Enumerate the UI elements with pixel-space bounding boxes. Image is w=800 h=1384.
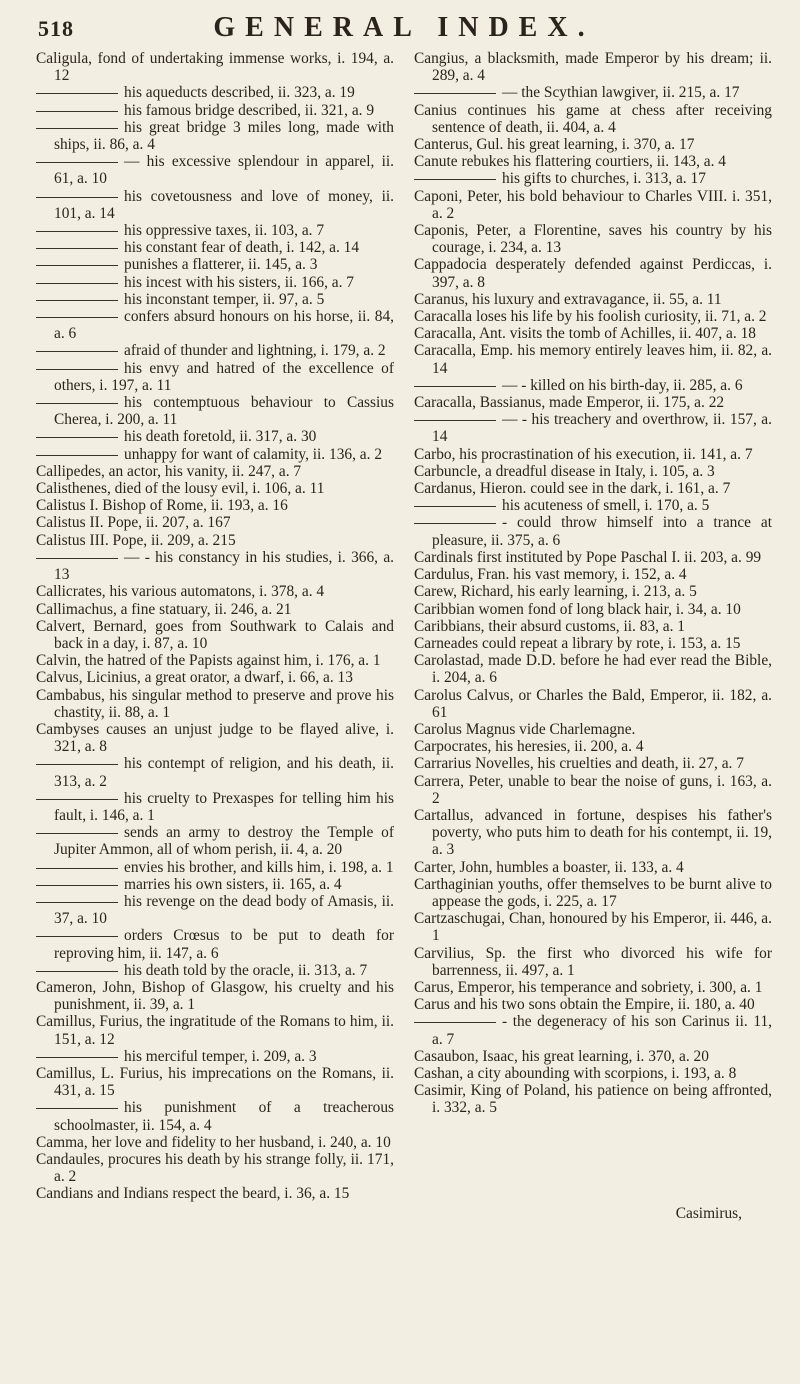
ditto-rule xyxy=(36,1108,118,1109)
index-entry xyxy=(414,755,772,772)
entry-text: Carpocrates, his heresies, ii. 200, a. 4 xyxy=(414,738,644,756)
entry-text: Carus, Emperor, his temperance and sobriety, i. 300, a. 1 xyxy=(414,978,763,996)
index-entry xyxy=(36,687,394,721)
index-entry xyxy=(414,480,772,497)
index-entry xyxy=(414,876,772,910)
ditto-rule xyxy=(36,369,118,370)
entry-text: Cashan, a city abounding with scorpions, i. 193, a. 8 xyxy=(414,1064,737,1082)
entry-text: — the Scythian lawgiver, ii. 215, a. 17 xyxy=(502,84,740,102)
ditto-rule xyxy=(36,902,118,903)
ditto-rule xyxy=(36,248,118,249)
index-entry xyxy=(414,463,772,480)
index-subentry xyxy=(414,411,772,445)
entry-text: Caponi, Peter, his bold behaviour to Charles VIII. i. 351, a. 2 xyxy=(414,187,772,222)
index-subentry xyxy=(36,1099,394,1133)
index-entry xyxy=(414,291,772,308)
index-entry xyxy=(414,325,772,342)
entry-text: Casaubon, Isaac, his great learning, i. 370, a. 20 xyxy=(414,1047,709,1065)
ditto-rule xyxy=(36,971,118,972)
ditto-rule xyxy=(36,128,118,129)
index-subentry xyxy=(414,170,772,187)
entry-text: Caracalla, Ant. visits the tomb of Achilles, ii. 407, a. 18 xyxy=(414,325,756,343)
index-entry xyxy=(414,1065,772,1082)
entry-text: his revenge on the dead body of Amasis, ii. 37, a. 10 xyxy=(54,892,394,928)
entry-text: Caligula, fond of undertaking immense works, i. 194, a. 12 xyxy=(36,50,394,85)
entry-text: Caracalla, Emp. his memory entirely leaves him, ii. 82, a. 14 xyxy=(414,342,772,377)
entry-text: Caponis, Peter, a Florentine, saves his country by his courage, i. 234, a. 13 xyxy=(414,222,772,257)
entry-text: his gifts to churches, i. 313, a. 17 xyxy=(502,170,706,188)
entry-text: Carbuncle, a dreadful disease in Italy, i. 105, a. 3 xyxy=(414,462,715,480)
entry-text: Calistus II. Pope, ii. 207, a. 167 xyxy=(36,514,231,532)
entry-text: — - his constancy in his studies, i. 366, a. 13 xyxy=(54,548,394,584)
ditto-rule xyxy=(36,1057,118,1058)
index-subentry xyxy=(36,428,394,445)
index-entry xyxy=(414,652,772,686)
index-subentry xyxy=(36,1048,394,1065)
index-subentry xyxy=(36,962,394,979)
index-subentry xyxy=(36,222,394,239)
index-column-left xyxy=(36,50,394,1203)
index-entry xyxy=(414,136,772,153)
ditto-rule xyxy=(36,111,118,112)
entry-text: Carolus Calvus, or Charles the Bald, Emperor, ii. 182, a. 61 xyxy=(414,686,772,721)
entry-text: his merciful temper, i. 209, a. 3 xyxy=(124,1047,317,1065)
ditto-rule xyxy=(36,455,118,456)
index-entry xyxy=(414,996,772,1013)
index-entry xyxy=(414,979,772,996)
entry-text: his great bridge 3 miles long, made with ships, ii. 86, a. 4 xyxy=(54,118,394,154)
index-entry xyxy=(414,618,772,635)
ditto-rule xyxy=(36,833,118,834)
index-entry xyxy=(414,583,772,600)
index-entry xyxy=(36,463,394,480)
entry-text: Callipedes, an actor, his vanity, ii. 247, a. 7 xyxy=(36,462,302,480)
index-subentry xyxy=(414,84,772,101)
ditto-rule xyxy=(36,885,118,886)
index-subentry xyxy=(414,1013,772,1047)
entry-text: marries his own sisters, ii. 165, a. 4 xyxy=(124,875,342,893)
entry-text: Callimachus, a fine statuary, ii. 246, a. 21 xyxy=(36,600,292,618)
entry-text: Cambyses causes an unjust judge to be flayed alive, i. 321, a. 8 xyxy=(36,720,394,756)
entry-text: Canius continues his game at chess after receiving sentence of death, ii. 404, a. 4 xyxy=(414,101,772,136)
index-subentry xyxy=(36,360,394,394)
index-entry xyxy=(36,618,394,652)
index-entry xyxy=(414,859,772,876)
index-subentry xyxy=(36,893,394,927)
index-entry xyxy=(36,1134,394,1151)
ditto-rule xyxy=(414,420,496,421)
index-columns xyxy=(36,50,772,1203)
entry-text: his contemptuous behaviour to Cassius Cherea, i. 200, a. 11 xyxy=(54,394,394,429)
catchword: Casimirus, xyxy=(675,1204,742,1222)
index-entry xyxy=(414,342,772,376)
entry-text: Carolastad, made D.D. before he had ever read the Bible, i. 204, a. 6 xyxy=(414,652,772,687)
entry-text: Callicrates, his various automatons, i. 378, a. 4 xyxy=(36,583,325,601)
entry-text: Calvin, the hatred of the Papists against him, i. 176, a. 1 xyxy=(36,652,381,670)
index-subentry xyxy=(36,394,394,428)
index-entry xyxy=(414,549,772,566)
ditto-rule xyxy=(36,437,118,438)
entry-text: his cruelty to Prexaspes for telling him his fault, i. 146, a. 1 xyxy=(54,789,394,824)
entry-text: Candaules, procures his death by his strange folly, ii. 171, a. 2 xyxy=(36,1151,394,1186)
ditto-rule xyxy=(36,868,118,869)
index-subentry xyxy=(36,824,394,858)
entry-text: punishes a flatterer, ii. 145, a. 3 xyxy=(124,256,318,274)
index-entry xyxy=(414,601,772,618)
ditto-rule xyxy=(36,317,118,318)
index-entry xyxy=(414,738,772,755)
index-entry xyxy=(414,188,772,222)
entry-text: Calisthenes, died of the lousy evil, i. 106, a. 11 xyxy=(36,480,325,498)
index-entry xyxy=(36,497,394,514)
entry-text: Carbo, his procrastination of his execution, ii. 141, a. 7 xyxy=(414,445,753,463)
entry-text: Calvus, Licinius, a great orator, a dwarf, i. 66, a. 13 xyxy=(36,669,353,687)
index-subentry xyxy=(414,497,772,514)
index-entry xyxy=(36,583,394,600)
ditto-rule xyxy=(36,799,118,800)
entry-text: orders Crœsus to be put to death for reproving him, ii. 147, a. 6 xyxy=(54,927,394,962)
index-entry xyxy=(414,1048,772,1065)
entry-text: his famous bridge described, ii. 321, a. 9 xyxy=(124,101,375,119)
index-entry xyxy=(36,1013,394,1047)
index-entry xyxy=(414,446,772,463)
index-entry xyxy=(414,807,772,859)
entry-text: his oppressive taxes, ii. 103, a. 7 xyxy=(124,222,325,240)
ditto-rule xyxy=(414,386,496,387)
index-entry xyxy=(414,910,772,944)
index-entry xyxy=(36,514,394,531)
entry-text: Cartallus, advanced in fortune, despises his father's poverty, who puts him to death for his contempt, ii. 19, a. 3 xyxy=(414,806,772,859)
index-subentry xyxy=(414,514,772,548)
entry-text: his aqueducts described, ii. 323, a. 19 xyxy=(124,84,355,102)
page-header xyxy=(36,10,772,50)
entry-text: Caribbian women fond of long black hair, i. 34, a. 10 xyxy=(414,600,741,618)
entry-text: Cardanus, Hieron. could see in the dark, i. 161, a. 7 xyxy=(414,480,731,498)
index-subentry xyxy=(36,446,394,463)
entry-text: unhappy for want of calamity, ii. 136, a. 2 xyxy=(124,445,383,463)
index-subentry xyxy=(36,859,394,876)
index-subentry xyxy=(36,102,394,119)
ditto-rule xyxy=(36,936,118,937)
entry-text: Cambabus, his singular method to preserve and prove his chastity, ii. 88, a. 1 xyxy=(36,686,394,721)
index-subentry xyxy=(36,790,394,824)
ditto-rule xyxy=(36,93,118,94)
entry-text: Carus and his two sons obtain the Empire, ii. 180, a. 40 xyxy=(414,996,755,1014)
entry-text: Cardinals first instituted by Pope Paschal I. ii. 203, a. 99 xyxy=(414,548,762,566)
entry-text: sends an army to destroy the Temple of Jupiter Ammon, all of whom perish, ii. 4, a. 20 xyxy=(54,824,394,859)
index-subentry xyxy=(36,549,394,583)
index-entry xyxy=(414,773,772,807)
ditto-rule xyxy=(36,558,118,559)
entry-text: — - killed on his birth-day, ii. 285, a. 6 xyxy=(502,376,743,394)
index-entry xyxy=(414,687,772,721)
index-entry xyxy=(36,1151,394,1185)
entry-text: Camma, her love and fidelity to her husband, i. 240, a. 10 xyxy=(36,1133,391,1151)
index-entry xyxy=(36,532,394,549)
ditto-rule xyxy=(36,403,118,404)
entry-text: Cappadocia desperately defended against Perdiccas, i. 397, a. 8 xyxy=(414,256,772,291)
ditto-rule xyxy=(36,283,118,284)
index-entry xyxy=(414,308,772,325)
entry-text: afraid of thunder and lightning, i. 179, a. 2 xyxy=(124,342,386,360)
index-subentry xyxy=(36,291,394,308)
index-subentry xyxy=(36,84,394,101)
entry-text: Calistus I. Bishop of Rome, ii. 193, a. 16 xyxy=(36,497,288,515)
ditto-rule xyxy=(36,162,118,163)
entry-text: Carrarius Novelles, his cruelties and death, ii. 27, a. 7 xyxy=(414,755,744,773)
entry-text: envies his brother, and kills him, i. 198, a. 1 xyxy=(124,858,394,876)
entry-text: his covetousness and love of money, ii. 101, a. 14 xyxy=(54,187,394,222)
entry-text: Cameron, John, Bishop of Glasgow, his cruelty and his punishment, ii. 39, a. 1 xyxy=(36,978,394,1014)
entry-text: his constant fear of death, i. 142, a. 14 xyxy=(124,239,360,257)
entry-text: Caribbians, their absurd customs, ii. 83, a. 1 xyxy=(414,617,686,635)
ditto-rule xyxy=(414,506,496,507)
entry-text: Caracalla loses his life by his foolish curiosity, ii. 71, a. 2 xyxy=(414,308,767,326)
ditto-rule xyxy=(36,265,118,266)
index-subentry xyxy=(36,239,394,256)
index-subentry xyxy=(36,755,394,789)
ditto-rule xyxy=(414,1022,496,1023)
index-entry xyxy=(414,945,772,979)
index-subentry xyxy=(36,119,394,153)
entry-text: Canterus, Gul. his great learning, i. 370, a. 17 xyxy=(414,136,695,154)
index-entry xyxy=(414,256,772,290)
entry-text: Cartzaschugai, Chan, honoured by his Emperor, ii. 446, a. 1 xyxy=(414,910,772,945)
entry-text: Calvert, Bernard, goes from Southwark to Calais and back in a day, i. 87, a. 10 xyxy=(36,617,394,652)
entry-text: - could throw himself into a trance at pleasure, ii. 375, a. 6 xyxy=(432,514,772,549)
entry-text: his envy and hatred of the excellence of others, i. 197, a. 11 xyxy=(54,359,394,394)
index-entry xyxy=(36,1065,394,1099)
entry-text: Camillus, L. Furius, his imprecations on the Romans, ii. 431, a. 15 xyxy=(36,1064,394,1100)
index-subentry xyxy=(36,876,394,893)
index-entry xyxy=(414,222,772,256)
index-subentry xyxy=(414,377,772,394)
entry-text: Cangius, a blacksmith, made Emperor by his dream; ii. 289, a. 4 xyxy=(414,50,772,85)
ditto-rule xyxy=(414,93,496,94)
entry-text: Casimir, King of Poland, his patience on being affronted, i. 332, a. 5 xyxy=(414,1082,772,1117)
entry-text: Candians and Indians respect the beard, i. 36, a. 15 xyxy=(36,1185,350,1203)
index-entry xyxy=(414,394,772,411)
ditto-rule xyxy=(414,179,496,180)
entry-text: Carolus Magnus vide Charlemagne. xyxy=(414,720,636,738)
entry-text: Caracalla, Bassianus, made Emperor, ii. 175, a. 22 xyxy=(414,394,725,412)
index-entry xyxy=(36,669,394,686)
entry-text: Camillus, Furius, the ingratitude of the Romans to him, ii. 151, a. 12 xyxy=(36,1013,394,1048)
entry-text: Caranus, his luxury and extravagance, ii. 55, a. 11 xyxy=(414,290,722,308)
index-entry xyxy=(414,721,772,738)
index-subentry xyxy=(36,188,394,222)
ditto-rule xyxy=(36,764,118,765)
index-entry xyxy=(414,102,772,136)
index-entry xyxy=(414,635,772,652)
index-subentry xyxy=(36,927,394,961)
entry-text: confers absurd honours on his horse, ii. 84, a. 6 xyxy=(54,308,394,343)
index-entry xyxy=(414,1082,772,1116)
ditto-rule xyxy=(414,523,496,524)
index-subentry xyxy=(36,256,394,273)
ditto-rule xyxy=(36,300,118,301)
entry-text: Calistus III. Pope, ii. 209, a. 215 xyxy=(36,531,236,549)
entry-text: Carter, John, humbles a boaster, ii. 133, a. 4 xyxy=(414,858,684,876)
index-entry xyxy=(414,50,772,84)
entry-text: Carrera, Peter, unable to bear the noise of guns, i. 163, a. 2 xyxy=(414,772,772,807)
index-subentry xyxy=(36,274,394,291)
index-entry xyxy=(36,480,394,497)
index-subentry xyxy=(36,153,394,187)
entry-text: his incest with his sisters, ii. 166, a. 7 xyxy=(124,273,354,291)
entry-text: his contempt of religion, and his death, ii. 313, a. 2 xyxy=(54,755,394,790)
entry-text: Carthaginian youths, offer themselves to be burnt alive to appease the gods, i. 225, a. 17 xyxy=(414,875,772,910)
ditto-rule xyxy=(36,231,118,232)
entry-text: his punishment of a treacherous schoolmaster, ii. 154, a. 4 xyxy=(54,1099,394,1134)
ditto-rule xyxy=(36,197,118,198)
index-entry xyxy=(36,721,394,755)
entry-text: Carvilius, Sp. the first who divorced his wife for barrenness, ii. 497, a. 1 xyxy=(414,944,772,979)
entry-text: his death foretold, ii. 317, a. 30 xyxy=(124,428,317,446)
index-entry xyxy=(414,153,772,170)
index-entry xyxy=(36,979,394,1013)
entry-text: Carneades could repeat a library by rote, i. 153, a. 15 xyxy=(414,634,741,652)
index-entry xyxy=(36,601,394,618)
entry-text: Canute rebukes his flattering courtiers, ii. 143, a. 4 xyxy=(414,153,727,171)
index-column-right xyxy=(414,50,772,1203)
entry-text: Cardulus, Fran. his vast memory, i. 152, a. 4 xyxy=(414,566,687,584)
index-entry xyxy=(36,50,394,84)
ditto-rule xyxy=(36,351,118,352)
entry-text: his death told by the oracle, ii. 313, a. 7 xyxy=(124,961,368,979)
index-entry xyxy=(36,1185,394,1202)
index-entry xyxy=(414,566,772,583)
entry-text: — his excessive splendour in apparel, ii. 61, a. 10 xyxy=(54,153,394,188)
entry-text: — - his treachery and overthrow, ii. 157, a. 14 xyxy=(432,411,772,446)
index-entry xyxy=(36,652,394,669)
running-head: GENERAL INDEX. xyxy=(213,12,595,43)
entry-text: Carew, Richard, his early learning, i. 213, a. 5 xyxy=(414,583,697,601)
index-subentry xyxy=(36,342,394,359)
entry-text: his inconstant temper, ii. 97, a. 5 xyxy=(124,290,325,308)
entry-text: - the degeneracy of his son Carinus ii. 11, a. 7 xyxy=(432,1013,772,1048)
index-subentry xyxy=(36,308,394,342)
entry-text: his acuteness of smell, i. 170, a. 5 xyxy=(502,497,710,515)
page-number: 518 xyxy=(38,16,74,41)
